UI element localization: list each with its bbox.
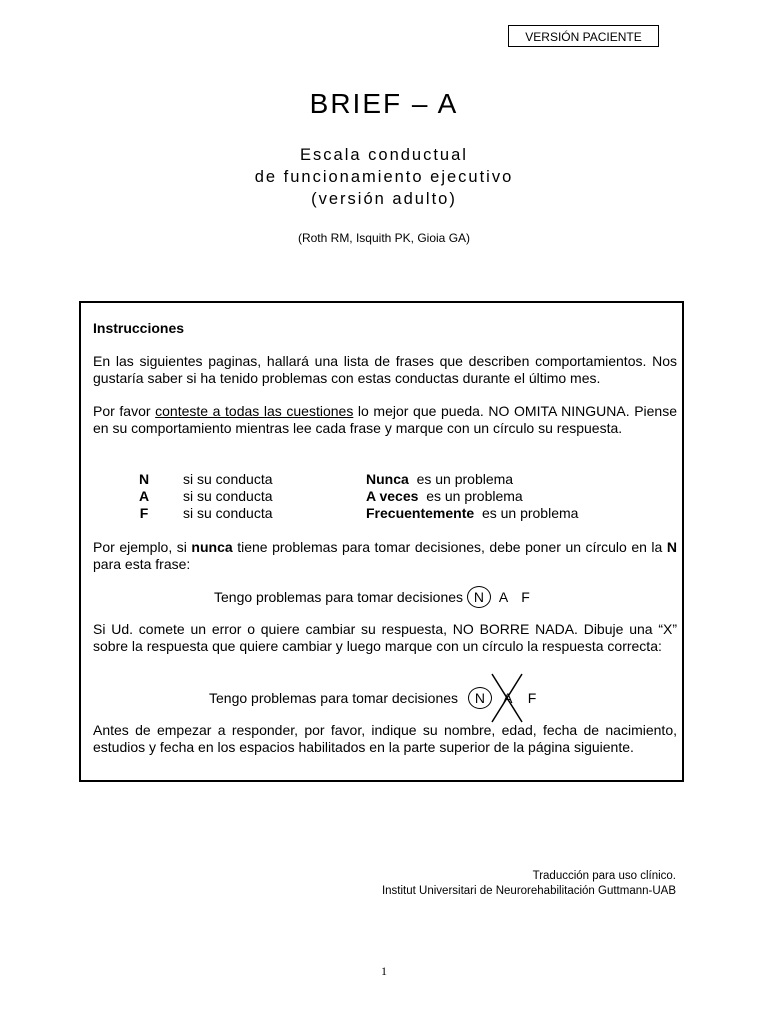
instructions-paragraph-2 bbox=[93, 403, 677, 436]
option-f: F bbox=[527, 690, 537, 706]
legend-condition: si su conducta bbox=[183, 471, 273, 487]
crossed-option-a: A bbox=[500, 690, 516, 707]
legend-frequency: Nunca es un problema bbox=[366, 471, 514, 487]
para2-suffix: lo mejor que pueda. NO OMITA NINGUNA. Piense en su comportamiento mientras lee cada frase y marque con un círculo su respuesta. bbox=[93, 403, 677, 436]
footer-line-2: Institut Universitari de Neurorehabilitación Guttmann-UAB bbox=[381, 885, 676, 897]
version-label: VERSIÓN PACIENTE bbox=[508, 25, 659, 47]
option-f: F bbox=[521, 589, 530, 605]
subtitle-line-3: (versión adulto) bbox=[311, 190, 457, 208]
legend-condition: si su conducta bbox=[183, 488, 273, 504]
legend-row-f bbox=[81, 505, 681, 522]
instructions-paragraph-4: Si Ud. comete un error o quiere cambiar su respuesta, NO BORRE NADA. Dibuje una “X” sobre la respuesta que quiere cambiar y luego marque con un círculo la respuesta correcta: bbox=[93, 621, 677, 654]
para2-prefix: Por favor bbox=[93, 403, 156, 419]
circled-option-n: N bbox=[467, 586, 491, 608]
legend-code: F bbox=[139, 505, 149, 521]
footer bbox=[382, 869, 676, 899]
instructions-heading: Instrucciones bbox=[93, 320, 185, 336]
instructions-paragraph-1: En las siguientes paginas, hallará una lista de frases que describen comportamientos. Nos gustaría saber si ha tenido problemas con estas conductas durante el último mes. bbox=[93, 353, 677, 386]
page-title: BRIEF – A bbox=[309, 88, 459, 119]
option-a: A bbox=[498, 589, 508, 605]
legend-code: N bbox=[138, 471, 150, 487]
para2-underlined: conteste a todas las cuestiones bbox=[155, 403, 354, 419]
example-1 bbox=[214, 586, 530, 608]
instructions-box bbox=[79, 301, 684, 782]
footer-line-1: Traducción para uso clínico. bbox=[532, 870, 676, 882]
page-number: 1 bbox=[381, 964, 387, 978]
example-2 bbox=[209, 687, 536, 709]
example-sentence: Tengo problemas para tomar decisiones bbox=[209, 690, 459, 706]
circled-option-n: N bbox=[468, 687, 492, 709]
legend-row-a bbox=[81, 488, 681, 505]
subtitle-line-2: de funcionamiento ejecutivo bbox=[254, 168, 514, 186]
legend-row-n bbox=[81, 471, 681, 488]
legend-frequency: Frecuentemente es un problema bbox=[366, 505, 579, 521]
legend-condition: si su conducta bbox=[183, 505, 273, 521]
cross-mark-icon bbox=[490, 672, 524, 724]
legend-code: A bbox=[138, 488, 150, 504]
legend-frequency: A veces es un problema bbox=[366, 488, 523, 504]
instructions-paragraph-5: Antes de empezar a responder, por favor, indique su nombre, edad, fecha de nacimiento, estudios y fecha en los espacios habilitados en la parte superior de la página siguiente. bbox=[93, 722, 677, 755]
example-sentence: Tengo problemas para tomar decisiones bbox=[214, 589, 464, 605]
authors: (Roth RM, Isquith PK, Gioia GA) bbox=[297, 231, 471, 245]
subtitle bbox=[0, 144, 768, 210]
instructions-paragraph-3: Por ejemplo, si nunca tiene problemas para tomar decisiones, debe poner un círculo en la N para esta frase: bbox=[93, 539, 677, 572]
subtitle-line-1: Escala conductual bbox=[300, 146, 468, 164]
